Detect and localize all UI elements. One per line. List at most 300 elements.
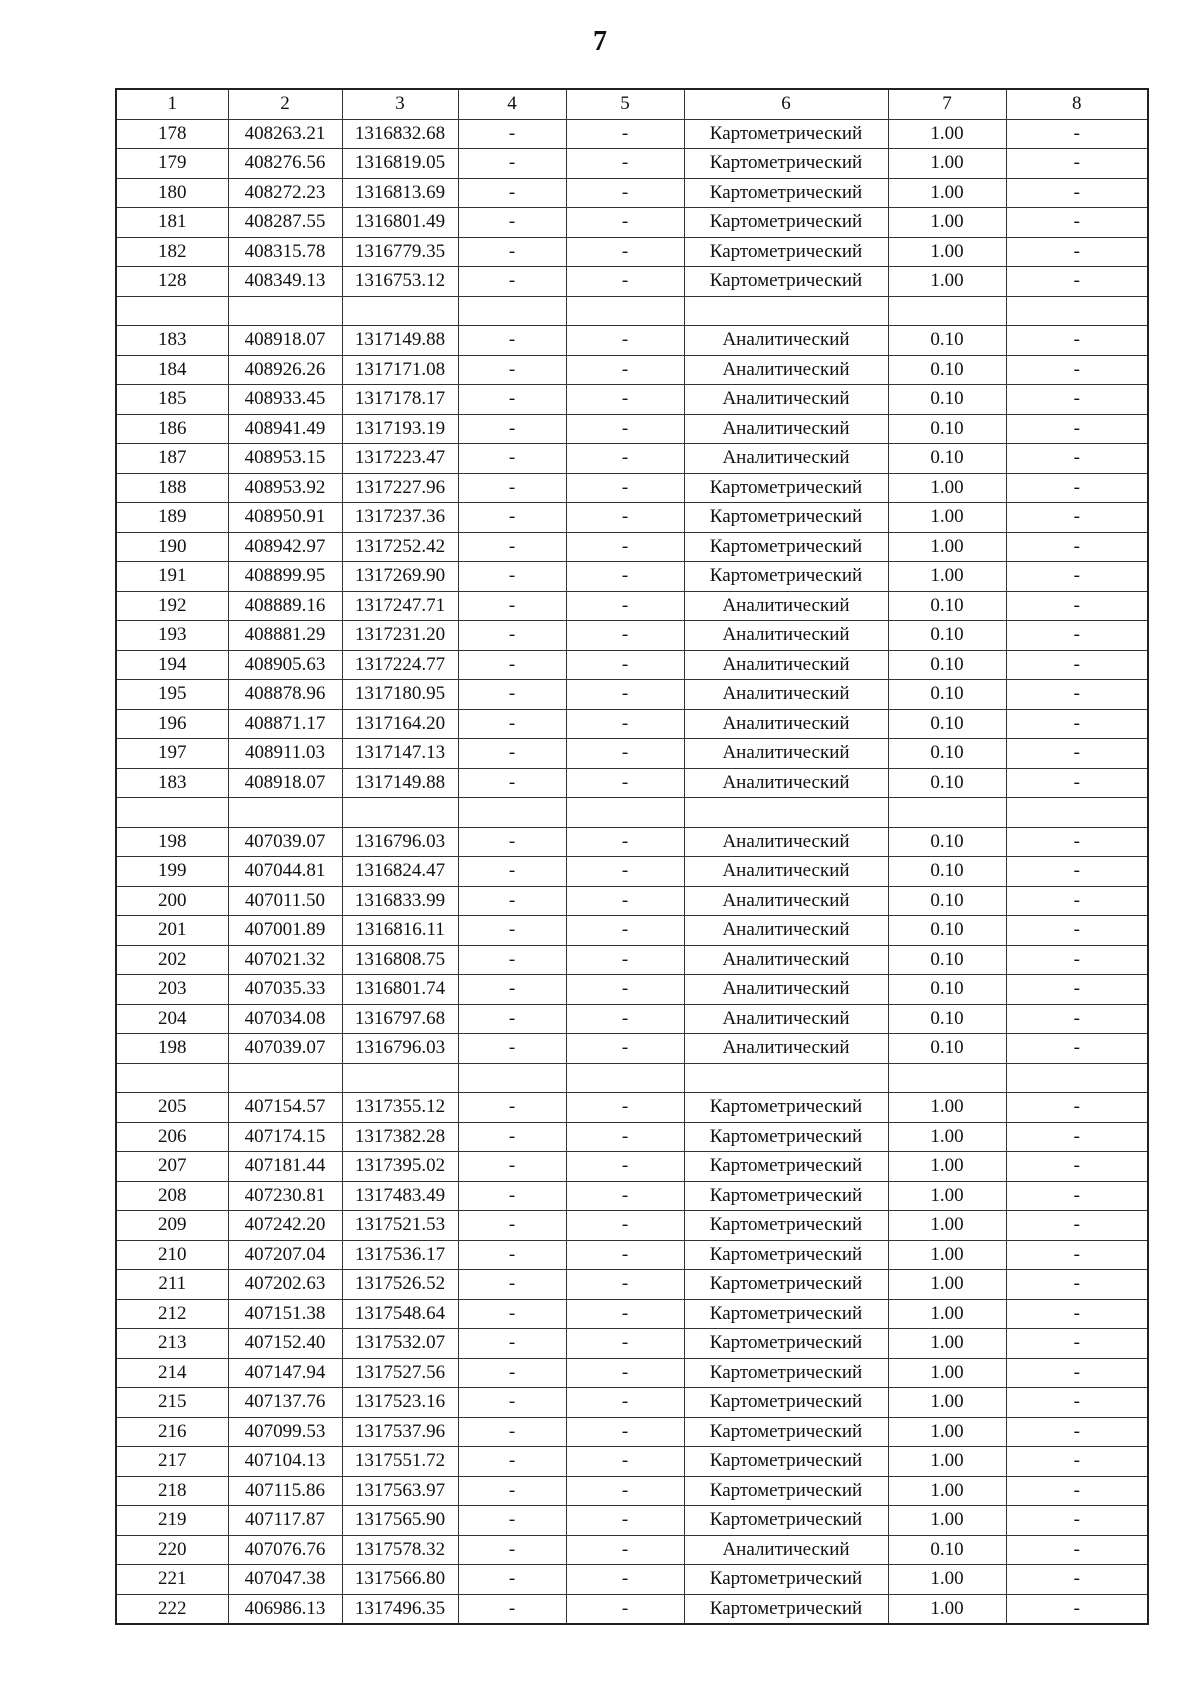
table-cell: 408878.96 <box>228 680 342 710</box>
table-row <box>116 857 1148 887</box>
table-cell: Картометрический <box>684 532 888 562</box>
table-cell: Картометрический <box>684 1181 888 1211</box>
table-cell: - <box>458 149 566 179</box>
table-cell: 407034.08 <box>228 1004 342 1034</box>
table-cell <box>566 798 684 828</box>
table-cell <box>684 1063 888 1093</box>
table-cell: - <box>566 1329 684 1359</box>
table-cell: - <box>566 503 684 533</box>
table-cell: - <box>566 1447 684 1477</box>
table-row <box>116 178 1148 208</box>
table-cell: Аналитический <box>684 739 888 769</box>
table-cell: Картометрический <box>684 178 888 208</box>
table-cell: - <box>1006 1565 1148 1595</box>
table-cell: 1317227.96 <box>342 473 458 503</box>
table-cell: 210 <box>116 1240 228 1270</box>
table-cell: 407099.53 <box>228 1417 342 1447</box>
table-cell: - <box>1006 149 1148 179</box>
table-cell: 408942.97 <box>228 532 342 562</box>
table-cell <box>888 296 1006 326</box>
table-cell: 408881.29 <box>228 621 342 651</box>
table-cell: - <box>566 237 684 267</box>
table-cell <box>1006 798 1148 828</box>
table-cell: 1317527.56 <box>342 1358 458 1388</box>
table-cell: - <box>1006 1358 1148 1388</box>
table-cell: Картометрический <box>684 1299 888 1329</box>
table-row <box>116 827 1148 857</box>
table-cell: - <box>1006 532 1148 562</box>
table-cell: Картометрический <box>684 1447 888 1477</box>
table-cell: - <box>566 1004 684 1034</box>
table-cell: Картометрический <box>684 208 888 238</box>
table-cell: - <box>1006 1093 1148 1123</box>
table-cell: 1317536.17 <box>342 1240 458 1270</box>
table-row <box>116 1270 1148 1300</box>
table-row <box>116 149 1148 179</box>
table-cell: Аналитический <box>684 768 888 798</box>
table-row <box>116 562 1148 592</box>
table-cell: 1317269.90 <box>342 562 458 592</box>
table-cell: - <box>566 149 684 179</box>
table-cell: 1.00 <box>888 178 1006 208</box>
table-cell: - <box>566 1476 684 1506</box>
table-row <box>116 1417 1148 1447</box>
table-row <box>116 1093 1148 1123</box>
table-cell: 407117.87 <box>228 1506 342 1536</box>
table-cell: - <box>458 709 566 739</box>
table-cell <box>342 1063 458 1093</box>
table-cell: - <box>566 355 684 385</box>
column-header: 7 <box>888 89 1006 119</box>
table-cell: - <box>458 945 566 975</box>
table-row <box>116 1152 1148 1182</box>
table-cell: 408953.15 <box>228 444 342 474</box>
table-cell: - <box>458 621 566 651</box>
table-row <box>116 1506 1148 1536</box>
table-cell: 407104.13 <box>228 1447 342 1477</box>
table-cell: 220 <box>116 1535 228 1565</box>
table-cell <box>116 798 228 828</box>
table-cell: 217 <box>116 1447 228 1477</box>
table-cell: Картометрический <box>684 1417 888 1447</box>
table-cell: 199 <box>116 857 228 887</box>
table-cell: - <box>1006 621 1148 651</box>
table-cell: 1.00 <box>888 119 1006 149</box>
table-cell: - <box>566 1417 684 1447</box>
table-cell: 1.00 <box>888 1565 1006 1595</box>
table-cell: Аналитический <box>684 975 888 1005</box>
table-cell: Картометрический <box>684 562 888 592</box>
table-cell: - <box>1006 178 1148 208</box>
table-cell: 214 <box>116 1358 228 1388</box>
separator-row <box>116 1063 1148 1093</box>
table-cell: 209 <box>116 1211 228 1241</box>
table-cell: 179 <box>116 149 228 179</box>
table-cell: - <box>1006 267 1148 297</box>
table-cell: - <box>1006 886 1148 916</box>
table-cell: Аналитический <box>684 650 888 680</box>
table-cell: 0.10 <box>888 385 1006 415</box>
table-cell: - <box>458 1034 566 1064</box>
table-cell: 0.10 <box>888 444 1006 474</box>
table-cell: 187 <box>116 444 228 474</box>
table-cell: 1316833.99 <box>342 886 458 916</box>
table-cell: - <box>458 1565 566 1595</box>
table-cell: 408276.56 <box>228 149 342 179</box>
table-cell: 1.00 <box>888 1152 1006 1182</box>
table-cell <box>684 798 888 828</box>
table-cell: - <box>1006 1476 1148 1506</box>
table-cell: - <box>566 1388 684 1418</box>
table-cell: 408287.55 <box>228 208 342 238</box>
table-cell: 1316816.11 <box>342 916 458 946</box>
table-cell: 1317247.71 <box>342 591 458 621</box>
table-cell: 221 <box>116 1565 228 1595</box>
table-cell: - <box>1006 827 1148 857</box>
table-row <box>116 650 1148 680</box>
table-cell: 408918.07 <box>228 768 342 798</box>
table-cell: - <box>458 355 566 385</box>
table-cell: 407039.07 <box>228 1034 342 1064</box>
table-cell: Аналитический <box>684 385 888 415</box>
table-cell: - <box>566 945 684 975</box>
table-cell: 1.00 <box>888 1093 1006 1123</box>
table-cell: 205 <box>116 1093 228 1123</box>
table-cell: 1317237.36 <box>342 503 458 533</box>
table-cell: - <box>458 1122 566 1152</box>
table-cell: 407047.38 <box>228 1565 342 1595</box>
table-cell: 189 <box>116 503 228 533</box>
table-cell <box>228 798 342 828</box>
table-cell: 182 <box>116 237 228 267</box>
table-cell: - <box>1006 1181 1148 1211</box>
table-cell: Аналитический <box>684 945 888 975</box>
table-cell: 408905.63 <box>228 650 342 680</box>
table-cell: 194 <box>116 650 228 680</box>
table-cell: 1.00 <box>888 1240 1006 1270</box>
table-cell: - <box>1006 1447 1148 1477</box>
table-cell: - <box>566 178 684 208</box>
table-cell: Аналитический <box>684 414 888 444</box>
table-row <box>116 1535 1148 1565</box>
table-cell: - <box>458 1211 566 1241</box>
table-cell: 1317149.88 <box>342 768 458 798</box>
table-cell: 1317180.95 <box>342 680 458 710</box>
table-cell: - <box>566 414 684 444</box>
table-cell: 1317526.52 <box>342 1270 458 1300</box>
table-cell: 408315.78 <box>228 237 342 267</box>
table-cell: 215 <box>116 1388 228 1418</box>
table-cell: 407137.76 <box>228 1388 342 1418</box>
table-cell: - <box>1006 1240 1148 1270</box>
table-cell: Аналитический <box>684 1004 888 1034</box>
table-cell: 1317395.02 <box>342 1152 458 1182</box>
table-cell: - <box>1006 1270 1148 1300</box>
table-cell: 407001.89 <box>228 916 342 946</box>
table-cell: - <box>458 1270 566 1300</box>
table-row <box>116 1565 1148 1595</box>
table-cell: Картометрический <box>684 267 888 297</box>
table-cell: - <box>566 768 684 798</box>
table-cell: 0.10 <box>888 857 1006 887</box>
table-cell: 408950.91 <box>228 503 342 533</box>
table-cell: - <box>566 208 684 238</box>
table-cell: Аналитический <box>684 857 888 887</box>
table-cell: 1316797.68 <box>342 1004 458 1034</box>
table-cell: 1317193.19 <box>342 414 458 444</box>
table-cell: 1316801.49 <box>342 208 458 238</box>
table-cell: - <box>458 857 566 887</box>
table-cell: 407181.44 <box>228 1152 342 1182</box>
table-cell: 408272.23 <box>228 178 342 208</box>
table-cell: - <box>566 1299 684 1329</box>
table-cell: 1317551.72 <box>342 1447 458 1477</box>
table-cell: 1317565.90 <box>342 1506 458 1536</box>
table-cell: - <box>1006 945 1148 975</box>
column-header: 1 <box>116 89 228 119</box>
table-cell: 181 <box>116 208 228 238</box>
table-cell: 1316819.05 <box>342 149 458 179</box>
table-cell: 406986.13 <box>228 1594 342 1624</box>
table-cell: 203 <box>116 975 228 1005</box>
table-cell: 207 <box>116 1152 228 1182</box>
table-cell: - <box>458 1417 566 1447</box>
table-cell: 216 <box>116 1417 228 1447</box>
table-cell: - <box>566 1565 684 1595</box>
table-cell: - <box>458 1181 566 1211</box>
table-cell: 407202.63 <box>228 1270 342 1300</box>
table-cell: - <box>1006 1506 1148 1536</box>
table-body <box>116 119 1148 1624</box>
table-row <box>116 1034 1148 1064</box>
table-cell: Аналитический <box>684 591 888 621</box>
table-cell: - <box>566 1093 684 1123</box>
table-cell: 1.00 <box>888 1329 1006 1359</box>
table-cell: 1.00 <box>888 1506 1006 1536</box>
table-cell: - <box>458 1152 566 1182</box>
table-cell: - <box>1006 1152 1148 1182</box>
table-cell: 407115.86 <box>228 1476 342 1506</box>
table-cell: 0.10 <box>888 414 1006 444</box>
table-cell: - <box>458 1506 566 1536</box>
table-cell: - <box>1006 680 1148 710</box>
table-cell: 1316801.74 <box>342 975 458 1005</box>
table-cell: 1.00 <box>888 1299 1006 1329</box>
table-cell: Аналитический <box>684 886 888 916</box>
table-cell: 1317548.64 <box>342 1299 458 1329</box>
table-cell: Картометрический <box>684 1122 888 1152</box>
table-cell <box>566 296 684 326</box>
table-cell: 1317532.07 <box>342 1329 458 1359</box>
table-cell: 408953.92 <box>228 473 342 503</box>
table-cell: 0.10 <box>888 326 1006 356</box>
table-cell <box>116 1063 228 1093</box>
table-cell: - <box>1006 975 1148 1005</box>
table-cell: 191 <box>116 562 228 592</box>
table-row <box>116 473 1148 503</box>
table-cell: 193 <box>116 621 228 651</box>
table-cell: Аналитический <box>684 355 888 385</box>
table-cell: - <box>1006 857 1148 887</box>
table-cell: 1.00 <box>888 149 1006 179</box>
table-cell: 407011.50 <box>228 886 342 916</box>
table-cell <box>684 296 888 326</box>
table-cell: - <box>566 1506 684 1536</box>
table-cell: Картометрический <box>684 1270 888 1300</box>
table-cell: 1316824.47 <box>342 857 458 887</box>
table-cell: - <box>566 886 684 916</box>
table-cell: 0.10 <box>888 355 1006 385</box>
table-row <box>116 1388 1148 1418</box>
table-cell <box>1006 1063 1148 1093</box>
table-cell: 1316796.03 <box>342 1034 458 1064</box>
table-cell: - <box>458 1093 566 1123</box>
table-cell: - <box>458 385 566 415</box>
table-cell: 407174.15 <box>228 1122 342 1152</box>
table-cell: 1.00 <box>888 1358 1006 1388</box>
page-number: 7 <box>593 26 607 57</box>
table-row <box>116 326 1148 356</box>
table-cell: - <box>1006 1594 1148 1624</box>
table-cell: 1317171.08 <box>342 355 458 385</box>
table-cell: 0.10 <box>888 827 1006 857</box>
table-cell: Картометрический <box>684 149 888 179</box>
table-cell: Аналитический <box>684 1034 888 1064</box>
table-cell: - <box>566 591 684 621</box>
table-cell: 1317523.16 <box>342 1388 458 1418</box>
column-header: 3 <box>342 89 458 119</box>
table-cell: 212 <box>116 1299 228 1329</box>
table-cell: - <box>566 562 684 592</box>
table-cell: 1317496.35 <box>342 1594 458 1624</box>
table-cell: 1316779.35 <box>342 237 458 267</box>
table-cell: Картометрический <box>684 119 888 149</box>
table-cell: - <box>1006 709 1148 739</box>
table-cell: - <box>458 414 566 444</box>
table-cell: - <box>1006 1417 1148 1447</box>
table-cell: - <box>458 739 566 769</box>
table-cell: 1317563.97 <box>342 1476 458 1506</box>
table-cell: - <box>458 473 566 503</box>
table-cell: 1.00 <box>888 562 1006 592</box>
column-header: 4 <box>458 89 566 119</box>
table-cell: - <box>458 975 566 1005</box>
table-cell: 0.10 <box>888 768 1006 798</box>
table-cell: Аналитический <box>684 1535 888 1565</box>
table-cell: - <box>566 1152 684 1182</box>
table-cell: 183 <box>116 326 228 356</box>
table-cell: - <box>566 621 684 651</box>
table-cell: 196 <box>116 709 228 739</box>
table-row <box>116 621 1148 651</box>
table-row <box>116 1211 1148 1241</box>
table-cell: - <box>566 1034 684 1064</box>
table-cell: 408871.17 <box>228 709 342 739</box>
table-cell: Картометрический <box>684 503 888 533</box>
table-cell: 211 <box>116 1270 228 1300</box>
table-cell: 408926.26 <box>228 355 342 385</box>
table-cell: - <box>566 1181 684 1211</box>
table-cell: 1317164.20 <box>342 709 458 739</box>
table-row <box>116 1447 1148 1477</box>
table-cell: 407207.04 <box>228 1240 342 1270</box>
table-cell: 0.10 <box>888 739 1006 769</box>
table-cell: 185 <box>116 385 228 415</box>
table-cell <box>1006 296 1148 326</box>
table-cell: 1316813.69 <box>342 178 458 208</box>
table-cell: 186 <box>116 414 228 444</box>
table-cell: - <box>1006 355 1148 385</box>
table-cell <box>342 798 458 828</box>
table-row <box>116 414 1148 444</box>
table-cell: - <box>566 1270 684 1300</box>
table-cell: - <box>1006 562 1148 592</box>
table-cell: - <box>458 237 566 267</box>
table-cell: 1316796.03 <box>342 827 458 857</box>
table-cell: Картометрический <box>684 1565 888 1595</box>
table-cell: 219 <box>116 1506 228 1536</box>
table-cell: - <box>458 119 566 149</box>
table-cell: Картометрический <box>684 1506 888 1536</box>
table-cell: 180 <box>116 178 228 208</box>
table-cell: - <box>458 650 566 680</box>
column-header: 5 <box>566 89 684 119</box>
table-row <box>116 1358 1148 1388</box>
table-cell: - <box>566 1122 684 1152</box>
table-cell: - <box>566 532 684 562</box>
table-row <box>116 945 1148 975</box>
table-cell: 1.00 <box>888 1476 1006 1506</box>
table-cell: Аналитический <box>684 709 888 739</box>
table-cell: 1317521.53 <box>342 1211 458 1241</box>
table-cell: Картометрический <box>684 1594 888 1624</box>
table-cell: - <box>566 709 684 739</box>
table-cell: - <box>458 1388 566 1418</box>
table-cell: - <box>566 119 684 149</box>
table-cell: - <box>566 1535 684 1565</box>
table-cell: Картометрический <box>684 473 888 503</box>
table-cell: 408899.95 <box>228 562 342 592</box>
table-cell: 190 <box>116 532 228 562</box>
table-cell: - <box>1006 1329 1148 1359</box>
table-header-row <box>116 89 1148 119</box>
table-cell: Картометрический <box>684 1093 888 1123</box>
table-cell: Картометрический <box>684 1388 888 1418</box>
table-cell: - <box>1006 1299 1148 1329</box>
table-cell: 0.10 <box>888 1034 1006 1064</box>
table-cell: - <box>566 739 684 769</box>
table-cell: - <box>1006 444 1148 474</box>
table-cell: Картометрический <box>684 1358 888 1388</box>
table-row <box>116 916 1148 946</box>
table-cell <box>566 1063 684 1093</box>
table-cell: 1317355.12 <box>342 1093 458 1123</box>
table-cell: - <box>458 503 566 533</box>
table-cell: - <box>458 1240 566 1270</box>
table-cell: 408889.16 <box>228 591 342 621</box>
table-cell: - <box>458 1476 566 1506</box>
column-header: 6 <box>684 89 888 119</box>
table-cell: - <box>566 1211 684 1241</box>
table-cell: 1.00 <box>888 1388 1006 1418</box>
table-row <box>116 532 1148 562</box>
table-cell: 0.10 <box>888 709 1006 739</box>
table-row <box>116 680 1148 710</box>
table-cell: - <box>566 857 684 887</box>
table-cell: 1316832.68 <box>342 119 458 149</box>
table-row <box>116 975 1148 1005</box>
table-cell: 407152.40 <box>228 1329 342 1359</box>
